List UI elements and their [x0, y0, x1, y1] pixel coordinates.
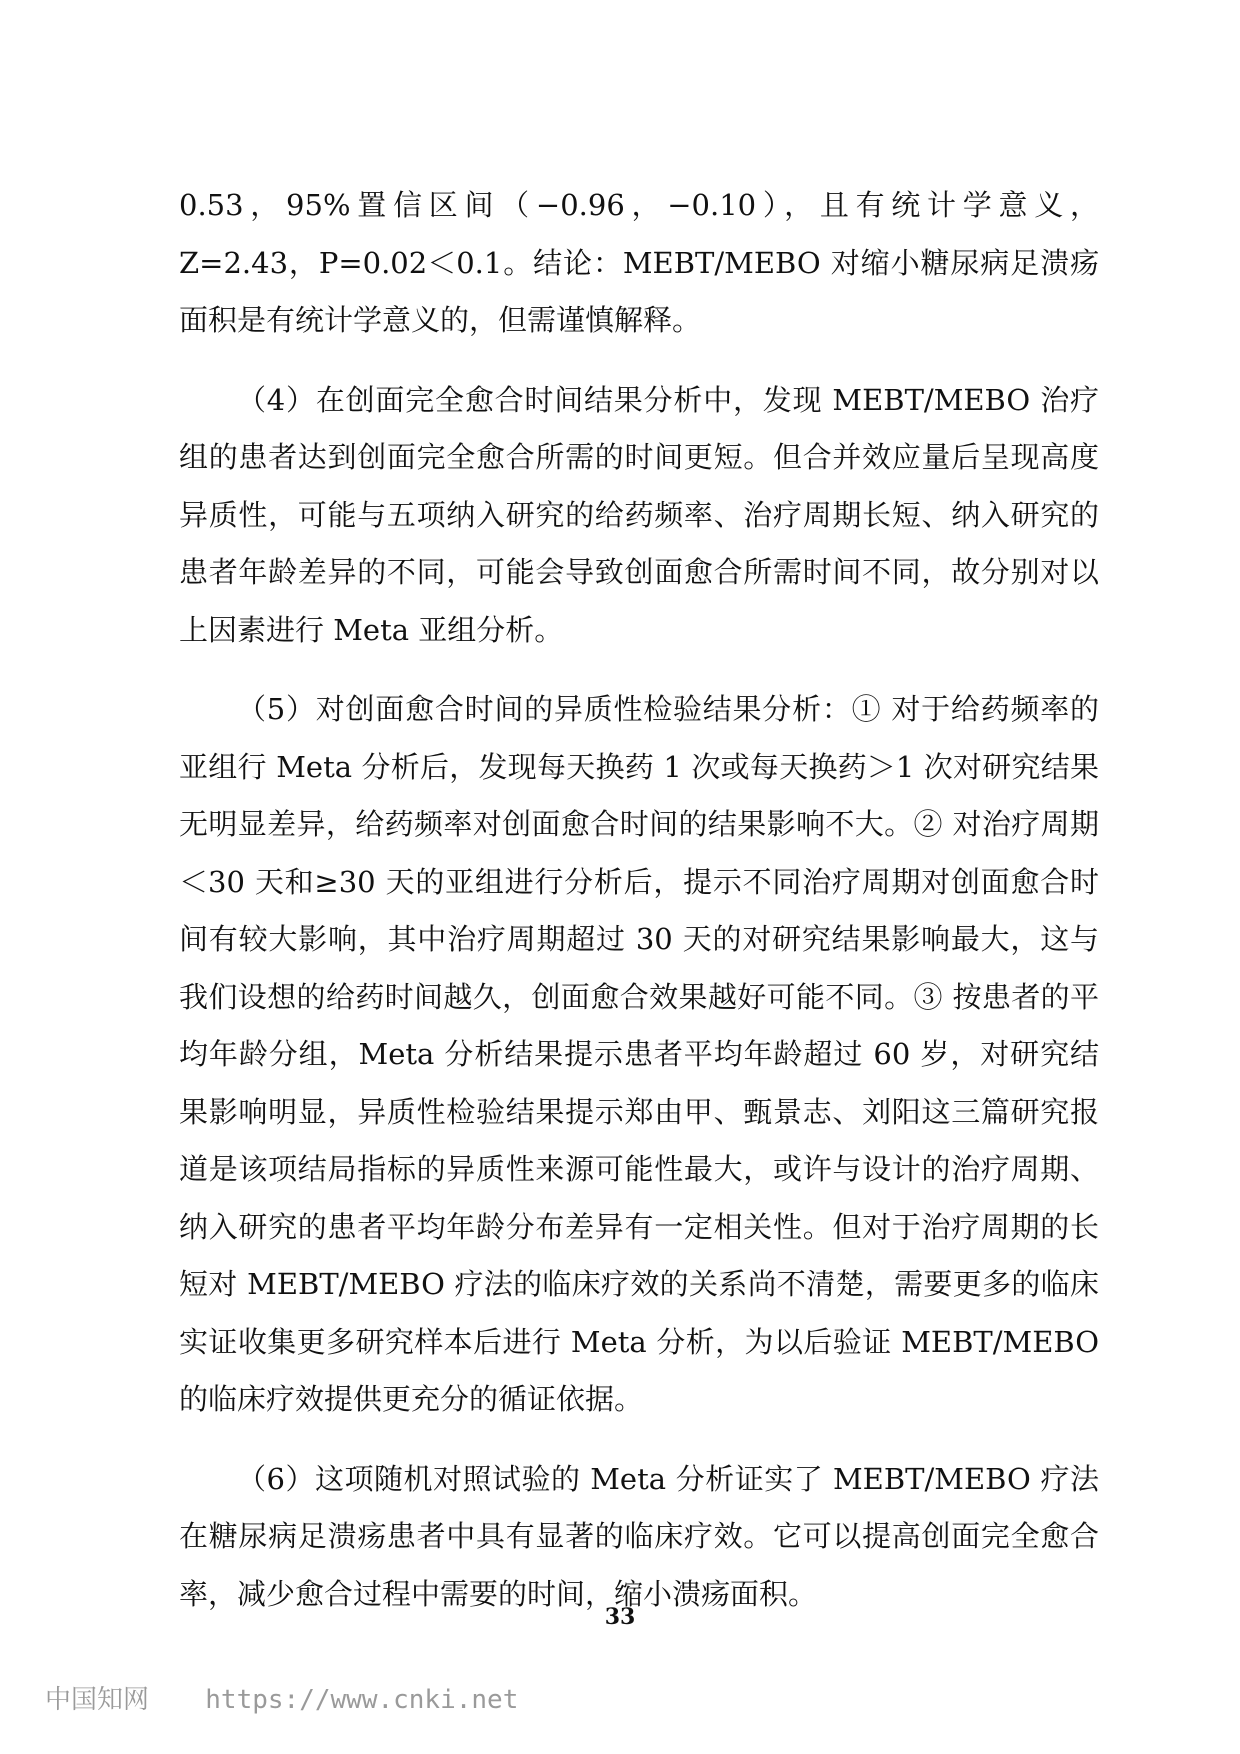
paragraph-continuation: 0.53，95%置信区间（−0.96，−0.10），且有统计学意义，Z=2.43，P=0.02＜0.1。结论：MEBT/MEBO 对缩小糖尿病足溃疡面积是有统计学意义的，但需谨慎解释。 — [179, 188, 1099, 337]
paragraph-5: （5）对创面愈合时间的异质性检验结果分析：① 对于给药频率的亚组行 Meta 分析后，发现每天换药 1 次或每天换药＞1 次对研究结果无明显差异，给药频率对创面愈合时间的结果影响不大。② 对治疗周期＜30 天和≥30 天的亚组进行分析后，提示不同治疗周期对创面愈合时间有较大影响，其中治疗周期超过 30 天的对研究结果影响最大，这与我们设想的给药时间越久，创面愈合效果越好可能不同。③ 按患者的平均年龄分组，Meta 分析结果提示患者平均年龄超过 60 岁，对研究结果影响明显，异质性检验结果提示郑由甲、甄景志、刘阳这三篇研究报道是该项结局指标的异质性来源可能性最大，或许与设计的治疗周期、纳入研究的患者平均年龄分布差异有一定相关性。但对于治疗周期的长短对 MEBT/MEBO 疗法的临床疗效的关系尚不清楚，需要更多的临床实证收集更多研究样本后进行 Meta 分析，为以后验证 MEBT/MEBO 的临床疗效提供更充分的循证依据。 — [179, 692, 1099, 1416]
page-number: 33 — [604, 1604, 636, 1630]
watermark-url: https://www.cnki.net — [205, 1685, 519, 1715]
paragraph-4: （4）在创面完全愈合时间结果分析中，发现 MEBT/MEBO 治疗组的患者达到创面完全愈合所需的时间更短。但合并效应量后呈现高度异质性，可能与五项纳入研究的给药频率、治疗周期长短、纳入研究的患者年龄差异的不同，可能会导致创面愈合所需时间不同，故分别对以上因素进行 Meta 亚组分析。 — [179, 382, 1099, 647]
watermark-brand: 中国知网 — [45, 1685, 150, 1715]
footer-watermark — [45, 1679, 518, 1716]
paragraph-6: （6）这项随机对照试验的 Meta 分析证实了 MEBT/MEBO 疗法在糖尿病足溃疡患者中具有显著的临床疗效。它可以提高创面完全愈合率，减少愈合过程中需要的时间，缩小溃疡面积。 — [179, 1461, 1099, 1611]
paragraph-gap — [179, 350, 1099, 372]
body-text — [179, 177, 1099, 1623]
paragraph-gap — [179, 1429, 1099, 1451]
paragraph-gap — [179, 659, 1099, 681]
